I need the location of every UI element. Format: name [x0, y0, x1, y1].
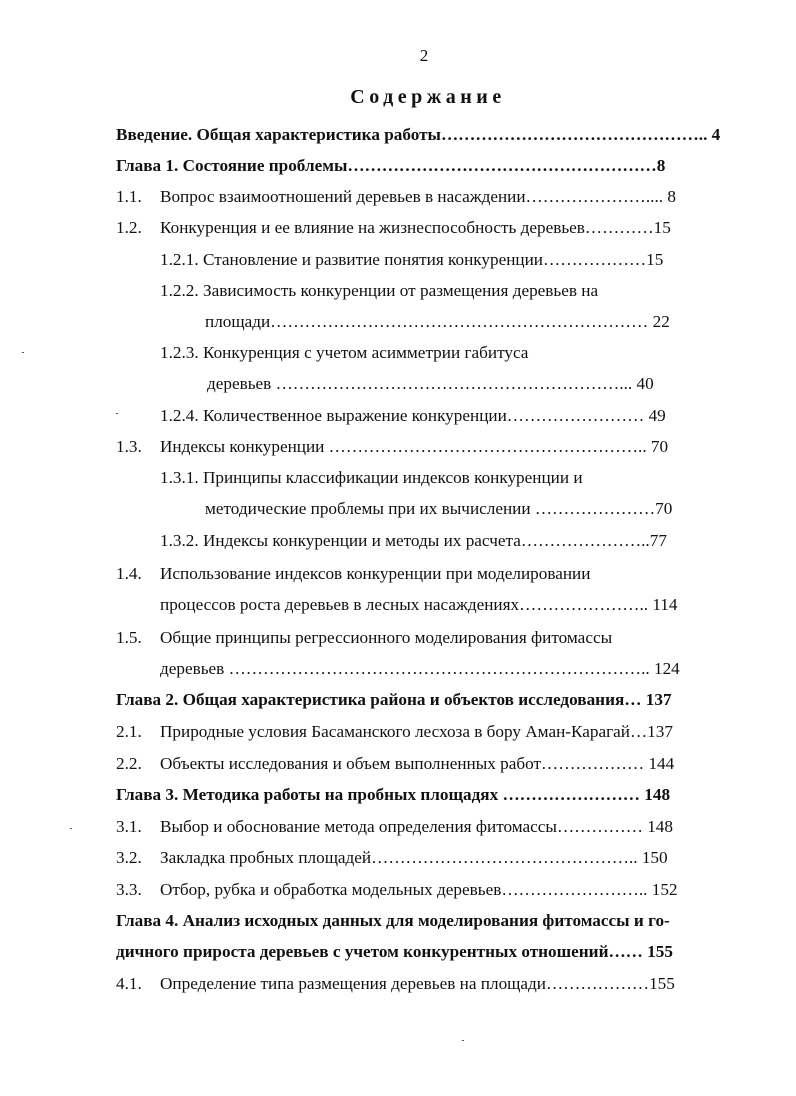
toc-section-number: 1.1. [116, 187, 142, 206]
toc-section-number: 1.4. [116, 564, 142, 583]
scan-speck [462, 1040, 464, 1041]
toc-section-number: 2.1. [116, 722, 142, 741]
toc-section-2-2: Объекты исследования и объем выполненных работ……………… 144 [160, 754, 675, 773]
page-number: 2 [419, 46, 429, 65]
toc-section-number: 1.5. [116, 628, 142, 647]
toc-intro: Введение. Общая характеристика работы……………………………………….. 4 [116, 125, 721, 144]
toc-section-1-4-cont: процессов роста деревьев в лесных насаждениях………………….. 114 [160, 595, 678, 614]
toc-section-1-5: Общие принципы регрессионного моделирования фитомассы [160, 628, 613, 647]
toc-subsection-1-2-1: 1.2.1. Становление и развитие понятия конкуренции………………15 [160, 250, 664, 269]
toc-section-1-2: Конкуренция и ее влияние на жизнеспособность деревьев…………15 [160, 218, 671, 237]
toc-subsection-1-2-2-cont: площади………………………………………………………… 22 [205, 312, 670, 331]
toc-subsection-1-2-2: 1.2.2. Зависимость конкуренции от размещения деревьев на [160, 281, 599, 300]
toc-subsection-1-3-1-cont: методические проблемы при их вычислении …………………70 [205, 499, 673, 518]
toc-section-1-3: Индексы конкуренции ……………………………………………….. 70 [160, 437, 669, 456]
toc-section-1-4: Использование индексов конкуренции при моделировании [160, 564, 591, 583]
toc-section-3-2: Закладка пробных площадей……………………………………….. 150 [160, 848, 668, 867]
toc-subsection-1-3-1: 1.3.1. Принципы классификации индексов конкуренции и [160, 468, 583, 487]
toc-section-number: 3.2. [116, 848, 142, 867]
toc-section-3-3: Отбор, рубка и обработка модельных деревьев…………………….. 152 [160, 880, 678, 899]
toc-chapter-3: Глава 3. Методика работы на пробных площадях …………………… 148 [116, 785, 671, 804]
toc-subsection-1-2-4: 1.2.4. Количественное выражение конкуренции…………………… 49 [160, 406, 666, 425]
toc-chapter-4: Глава 4. Анализ исходных данных для моделирования фитомассы и го- [116, 911, 670, 930]
toc-section-1-5-cont: деревьев ……………………………………………………………….. 124 [160, 659, 680, 678]
page-title: Содержание [350, 86, 506, 108]
toc-section-number: 3.1. [116, 817, 142, 836]
toc-section-1-1: Вопрос взаимоотношений деревьев в насаждении………………….... 8 [160, 187, 676, 206]
scan-speck [22, 352, 24, 353]
toc-section-number: 4.1. [116, 974, 142, 993]
toc-subsection-1-3-2: 1.3.2. Индексы конкуренции и методы их расчета…………………..77 [160, 531, 667, 550]
toc-chapter-1: Глава 1. Состояние проблемы………………………………………………8 [116, 156, 666, 175]
toc-section-number: 1.3. [116, 437, 142, 456]
scan-speck [116, 413, 118, 414]
toc-section-number: 3.3. [116, 880, 142, 899]
scan-speck [70, 828, 72, 829]
toc-subsection-1-2-3: 1.2.3. Конкуренция с учетом асимметрии габитуса [160, 343, 529, 362]
toc-section-number: 2.2. [116, 754, 142, 773]
toc-section-2-1: Природные условия Басаманского лесхоза в бору Аман-Карагай…137 [160, 722, 673, 741]
toc-subsection-1-2-3-cont: деревьев ……………………………………………………... 40 [207, 374, 654, 393]
toc-section-3-1: Выбор и обоснование метода определения фитомассы…………… 148 [160, 817, 673, 836]
toc-chapter-2: Глава 2. Общая характеристика района и объектов исследования… 137 [116, 690, 672, 709]
toc-section-4-1: Определение типа размещения деревьев на площади………………155 [160, 974, 675, 993]
toc-chapter-4-cont: дичного прироста деревьев с учетом конкурентных отношений…… 155 [116, 942, 673, 961]
toc-section-number: 1.2. [116, 218, 142, 237]
